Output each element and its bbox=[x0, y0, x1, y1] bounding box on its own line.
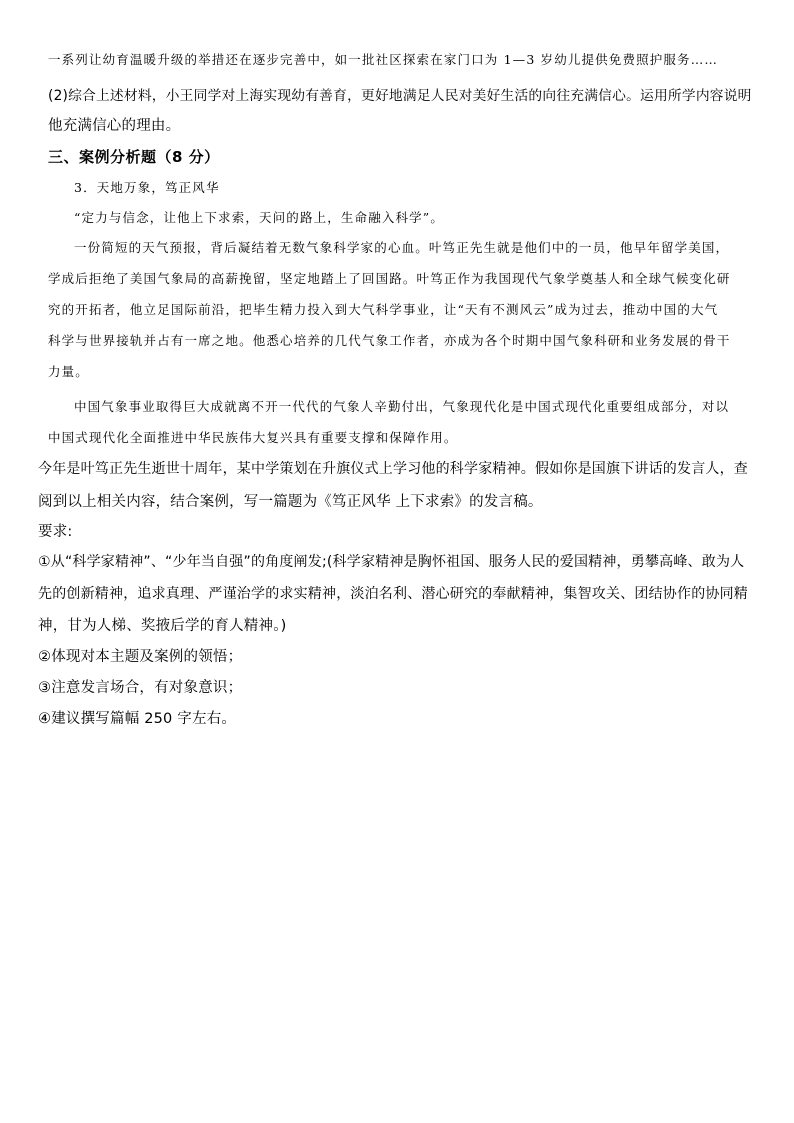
case-quote: “定力与信念，让他上下求索，天问的路上，生命融入科学”。 bbox=[74, 210, 444, 225]
case-paragraph-1-line-2: 学成后拒绝了美国气象局的高薪挽留，坚定地踏上了回国路。叶笃正作为我国现代气象学奠基人和全球气候变化研 bbox=[48, 271, 731, 286]
case-paragraph-1-line-4: 科学与世界接轨并占有一席之地。他悉心培养的几代气象工作者，亦成为各个时期中国气象科研和业务发展的骨干 bbox=[48, 333, 731, 348]
task-line-1: 今年是叶笃正先生逝世十周年，某中学策划在升旗仪式上学习他的科学家精神。假如你是国旗下讲话的发言人，查 bbox=[38, 461, 748, 477]
requirement-1-line-2: 先的创新精神，追求真理、严谨治学的求实精神，淡泊名利、潜心研究的奉献精神，集智攻关、团结协作的协同精 bbox=[38, 586, 748, 602]
case-paragraph-2-line-1: 中国气象事业取得巨大成就离不开一代代的气象人辛勤付出，气象现代化是中国式现代化重要组成部分，对以 bbox=[74, 399, 730, 414]
material-continuation-line: 一系列让幼育温暖升级的举措还在逐步完善中，如一批社区探索在家门口为 1—3 岁幼儿提供免费照护服务…… bbox=[48, 52, 719, 67]
case-paragraph-1-line-1: 一份简短的天气预报，背后凝结着无数气象科学家的心血。叶笃正先生就是他们中的一员，他早年留学美国， bbox=[74, 240, 730, 255]
requirement-3: ③注意发言场合，有对象意识； bbox=[38, 680, 243, 696]
case-title: 3．天地万象，笃正风华 bbox=[74, 180, 220, 195]
case-paragraph-1-line-3: 究的开拓者，他立足国际前沿，把毕生精力投入到大气科学事业，让“天有不测风云”成为过去，推动中国的大气 bbox=[48, 302, 719, 317]
question-2-line-2: 他充满信心的理由。 bbox=[48, 118, 181, 134]
requirement-2: ②体现对本主题及案例的领悟； bbox=[38, 649, 243, 665]
requirement-1-line-3: 神，甘为人梯、奖掖后学的育人精神。) bbox=[38, 618, 287, 634]
section-heading: 三、案例分析题（8 分） bbox=[48, 148, 220, 166]
document-page bbox=[38, 50, 752, 727]
requirement-1-line-1: ①从“科学家精神”、“少年当自强”的角度阐发;(科学家精神是胸怀祖国、服务人民的爱国精神，勇攀高峰、敢为人 bbox=[38, 554, 745, 570]
case-paragraph-2-line-2: 中国式现代化全面推进中华民族伟大复兴具有重要支撑和保障作用。 bbox=[48, 430, 458, 445]
requirements-label: 要求: bbox=[38, 524, 73, 540]
question-2-line-1: (2)综合上述材料，小王同学对上海实现幼有善育，更好地满足人民对美好生活的向往充满信心。运用所学内容说明 bbox=[48, 88, 752, 104]
requirement-4: ④建议撰写篇幅 250 字左右。 bbox=[38, 711, 237, 727]
task-line-2: 阅到以上相关内容，结合案例，写一篇题为《笃正风华 上下求索》的发言稿。 bbox=[38, 494, 543, 510]
case-paragraph-1-line-5: 力量。 bbox=[48, 364, 89, 379]
